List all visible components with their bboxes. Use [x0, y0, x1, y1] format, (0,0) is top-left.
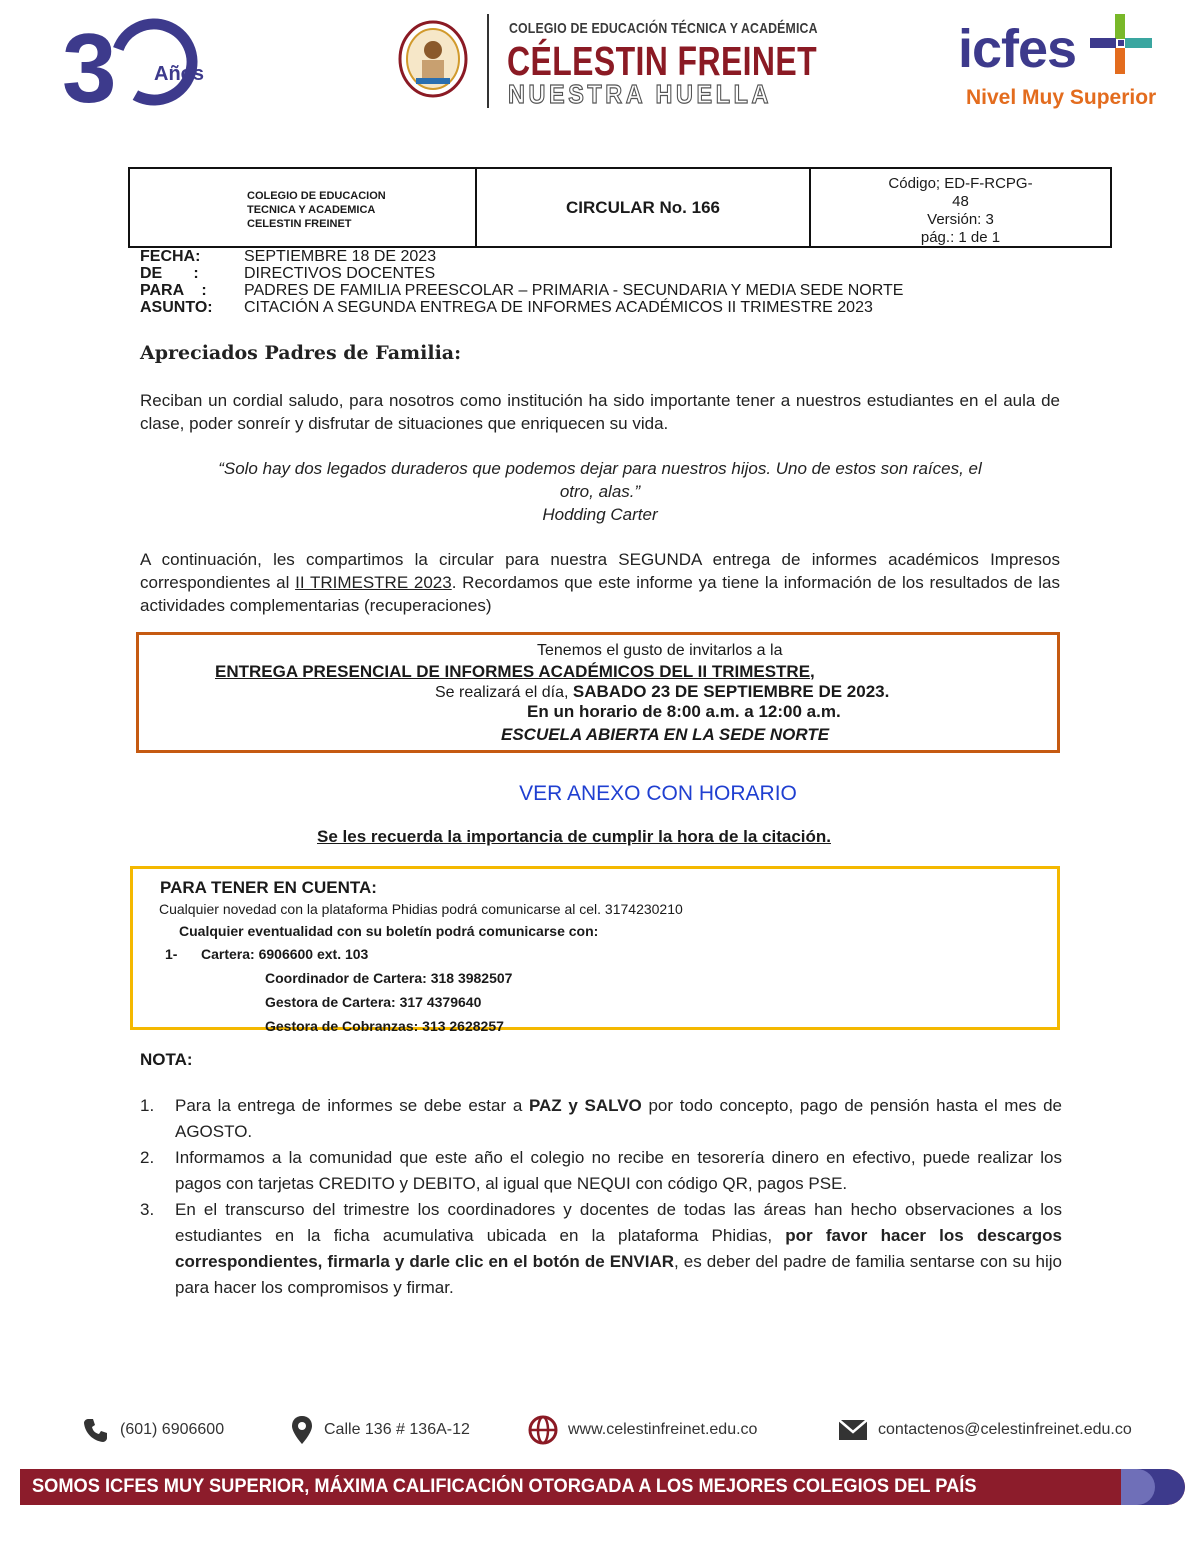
meta-de	[140, 265, 435, 282]
invitation-line: Tenemos el gusto de invitarlos a la	[537, 642, 783, 659]
invitation-date-line	[435, 682, 889, 702]
notice-coordinador: Coordinador de Cartera: 318 3982507	[265, 970, 513, 986]
reminder-text: Se les recuerda la importancia de cumplir la hora de la citación.	[317, 827, 831, 846]
note-text: , es deber del padre de familia sentarse con su hijo para hacer los compromisos y firmar.	[175, 1252, 1062, 1297]
meta-label: DE :	[140, 265, 199, 282]
note-text: Informamos a la comunidad que este año el colegio no recibe en tesorería dinero en efectivo, puede realizar los pagos con tarjetas CREDITO y DEBITO, al igual que NEQUI con código QR, pagos PSE.	[175, 1148, 1062, 1193]
meta-value: SEPTIEMBRE 18 DE 2023	[244, 248, 437, 265]
footer-banner	[20, 1469, 1185, 1505]
body-text: . Recordamos que este informe ya tiene la información de los resultados de las actividades complementarias (recuperaciones)	[140, 573, 1060, 615]
meta-asunto	[140, 299, 873, 316]
footer-phone-text: (601) 6906600	[120, 1421, 225, 1438]
notice-title: PARA TENER EN CUENTA:	[160, 878, 377, 897]
header-divider	[487, 14, 489, 108]
quote-block	[140, 457, 1060, 526]
table-school-cell	[130, 169, 477, 246]
annex-link[interactable]: VER ANEXO CON HORARIO	[519, 782, 797, 805]
quote-author: Hodding Carter	[542, 505, 658, 524]
nota-title: NOTA:	[140, 1050, 193, 1069]
footer-address-text: Calle 136 # 136A-12	[324, 1421, 470, 1438]
school-seal-icon	[398, 20, 468, 98]
invitation-date: SABADO 23 DE SEPTIEMBRE DE 2023.	[572, 682, 890, 701]
body-text: A continuación, les compartimos la circular para nuestra SEGUNDA entrega de informes académicos Impresos correspondientes al	[140, 550, 1060, 592]
circular-number: CIRCULAR No. 166	[566, 197, 720, 217]
envelope-icon	[838, 1419, 868, 1441]
notice-boletin: Cualquier eventualidad con su boletín podrá comunicarse con:	[179, 923, 599, 939]
document-header-table	[128, 167, 1112, 248]
notes-list	[140, 1093, 1062, 1301]
notice-gestora-cartera: Gestora de Cartera: 317 4379640	[265, 994, 482, 1010]
body-paragraph	[140, 548, 1060, 617]
meta-fecha	[140, 248, 436, 265]
anniversary-logo	[62, 10, 212, 110]
anniversary-number: 3	[62, 13, 117, 110]
invitation-date-prefix: Se realizará el día,	[435, 684, 573, 701]
note-number: 2.	[140, 1148, 155, 1167]
meta-label: PARA :	[140, 282, 207, 299]
meta-value: PADRES DE FAMILIA PREESCOLAR – PRIMARIA - SECUNDARIA Y MEDIA SEDE NORTE	[244, 282, 904, 299]
meta-value: CITACIÓN A SEGUNDA ENTREGA DE INFORMES ACADÉMICOS II TRIMESTRE 2023	[244, 299, 873, 316]
footer-phone[interactable]	[82, 1414, 224, 1446]
notice-item-number: 1-	[165, 946, 178, 962]
note-number: 3.	[140, 1200, 155, 1219]
invitation-box	[136, 632, 1060, 753]
icfes-level: Nivel Muy Superior	[966, 86, 1157, 109]
phone-icon	[82, 1416, 110, 1444]
invitation-title: ENTREGA PRESENCIAL DE INFORMES ACADÉMICOS DEL II TRIMESTRE,	[215, 662, 815, 681]
document-page: pág.: 1 de 1	[920, 229, 1001, 246]
location-pin-icon	[290, 1415, 314, 1445]
meta-label: FECHA:	[140, 248, 201, 265]
note-emphasis: por favor hacer los descargos correspondientes, firmarla y darle clic en el botón de ENVIAR	[175, 1226, 1062, 1271]
footer-website[interactable]	[528, 1414, 757, 1446]
school-name: CÉLESTIN FREINET	[507, 38, 818, 84]
document-code-suffix: 48	[952, 193, 969, 210]
note-item	[140, 1145, 1062, 1197]
meta-para	[140, 282, 903, 299]
notice-box	[130, 866, 1060, 1034]
meta-label: ASUNTO:	[140, 299, 213, 316]
meta-value: DIRECTIVOS DOCENTES	[244, 265, 436, 282]
notice-gestora-cobranzas: Gestora de Cobranzas: 313 2628257	[265, 1018, 504, 1034]
note-emphasis: PAZ y SALVO	[528, 1096, 642, 1115]
school-subtitle: COLEGIO DE EDUCACIÓN TÉCNICA Y ACADÉMICA	[509, 20, 818, 37]
document-code: Código; ED-F-RCPG-	[888, 175, 1033, 192]
table-circular-cell	[477, 169, 811, 246]
icfes-logo-text: icfes	[958, 19, 1077, 79]
banner-text: SOMOS ICFES MUY SUPERIOR, MÁXIMA CALIFICACIÓN OTORGADA A LOS MEJORES COLEGIOS DEL PAÍS	[32, 1476, 977, 1497]
footer-website-text: www.celestinfreinet.edu.co	[568, 1421, 758, 1438]
school-motto: NUESTRA HUELLA	[508, 79, 773, 109]
quote-line: “Solo hay dos legados duraderos que podemos dejar para nuestros hijos. Uno de estos son raíces, el	[218, 459, 982, 478]
note-number: 1.	[140, 1096, 155, 1115]
trimester-highlight: II TRIMESTRE 2023	[295, 573, 452, 592]
note-text: Para la entrega de informes se debe estar a	[175, 1096, 529, 1115]
icfes-cross-icon	[1090, 14, 1152, 74]
table-school-line: COLEGIO DE EDUCACION	[247, 190, 386, 202]
footer-address	[290, 1414, 470, 1446]
invitation-location: ESCUELA ABIERTA EN LA SEDE NORTE	[501, 725, 830, 744]
footer-email[interactable]	[838, 1414, 1132, 1446]
greeting: Apreciados Padres de Familia:	[140, 342, 462, 364]
invitation-schedule: En un horario de 8:00 a.m. a 12:00 a.m.	[527, 702, 841, 721]
note-text: En el transcurso del trimestre los coordinadores y docentes de todas las áreas han hecho observaciones a los estudiantes en la ficha acumulativa ubicada en la plataforma Phidias,	[175, 1200, 1062, 1245]
table-code-cell	[811, 169, 1110, 246]
note-item	[140, 1093, 1062, 1145]
table-school-line: TECNICA Y ACADEMICA	[247, 204, 376, 216]
footer-email-text: contactenos@celestinfreinet.edu.co	[878, 1421, 1132, 1438]
document-version: Versión: 3	[927, 211, 994, 228]
table-school-line: CELESTIN FREINET	[247, 218, 352, 230]
globe-icon	[528, 1415, 558, 1445]
quote-line: otro, alas.”	[559, 482, 641, 501]
anniversary-label: Años	[154, 63, 204, 85]
note-item	[140, 1197, 1062, 1301]
notice-cartera: Cartera: 6906600 ext. 103	[201, 946, 369, 962]
note-text: por todo concepto, pago de pensión hasta el mes de AGOSTO.	[175, 1096, 1062, 1141]
intro-paragraph: Reciban un cordial saludo, para nosotros como institución ha sido importante tener a nuestros estudiantes en el aula de clase, poder sonreír y disfrutar de situaciones que enriquecen su vida.	[140, 391, 1060, 433]
notice-phidias: Cualquier novedad con la plataforma Phidias podrá comunicarse al cel. 3174230210	[159, 901, 683, 917]
